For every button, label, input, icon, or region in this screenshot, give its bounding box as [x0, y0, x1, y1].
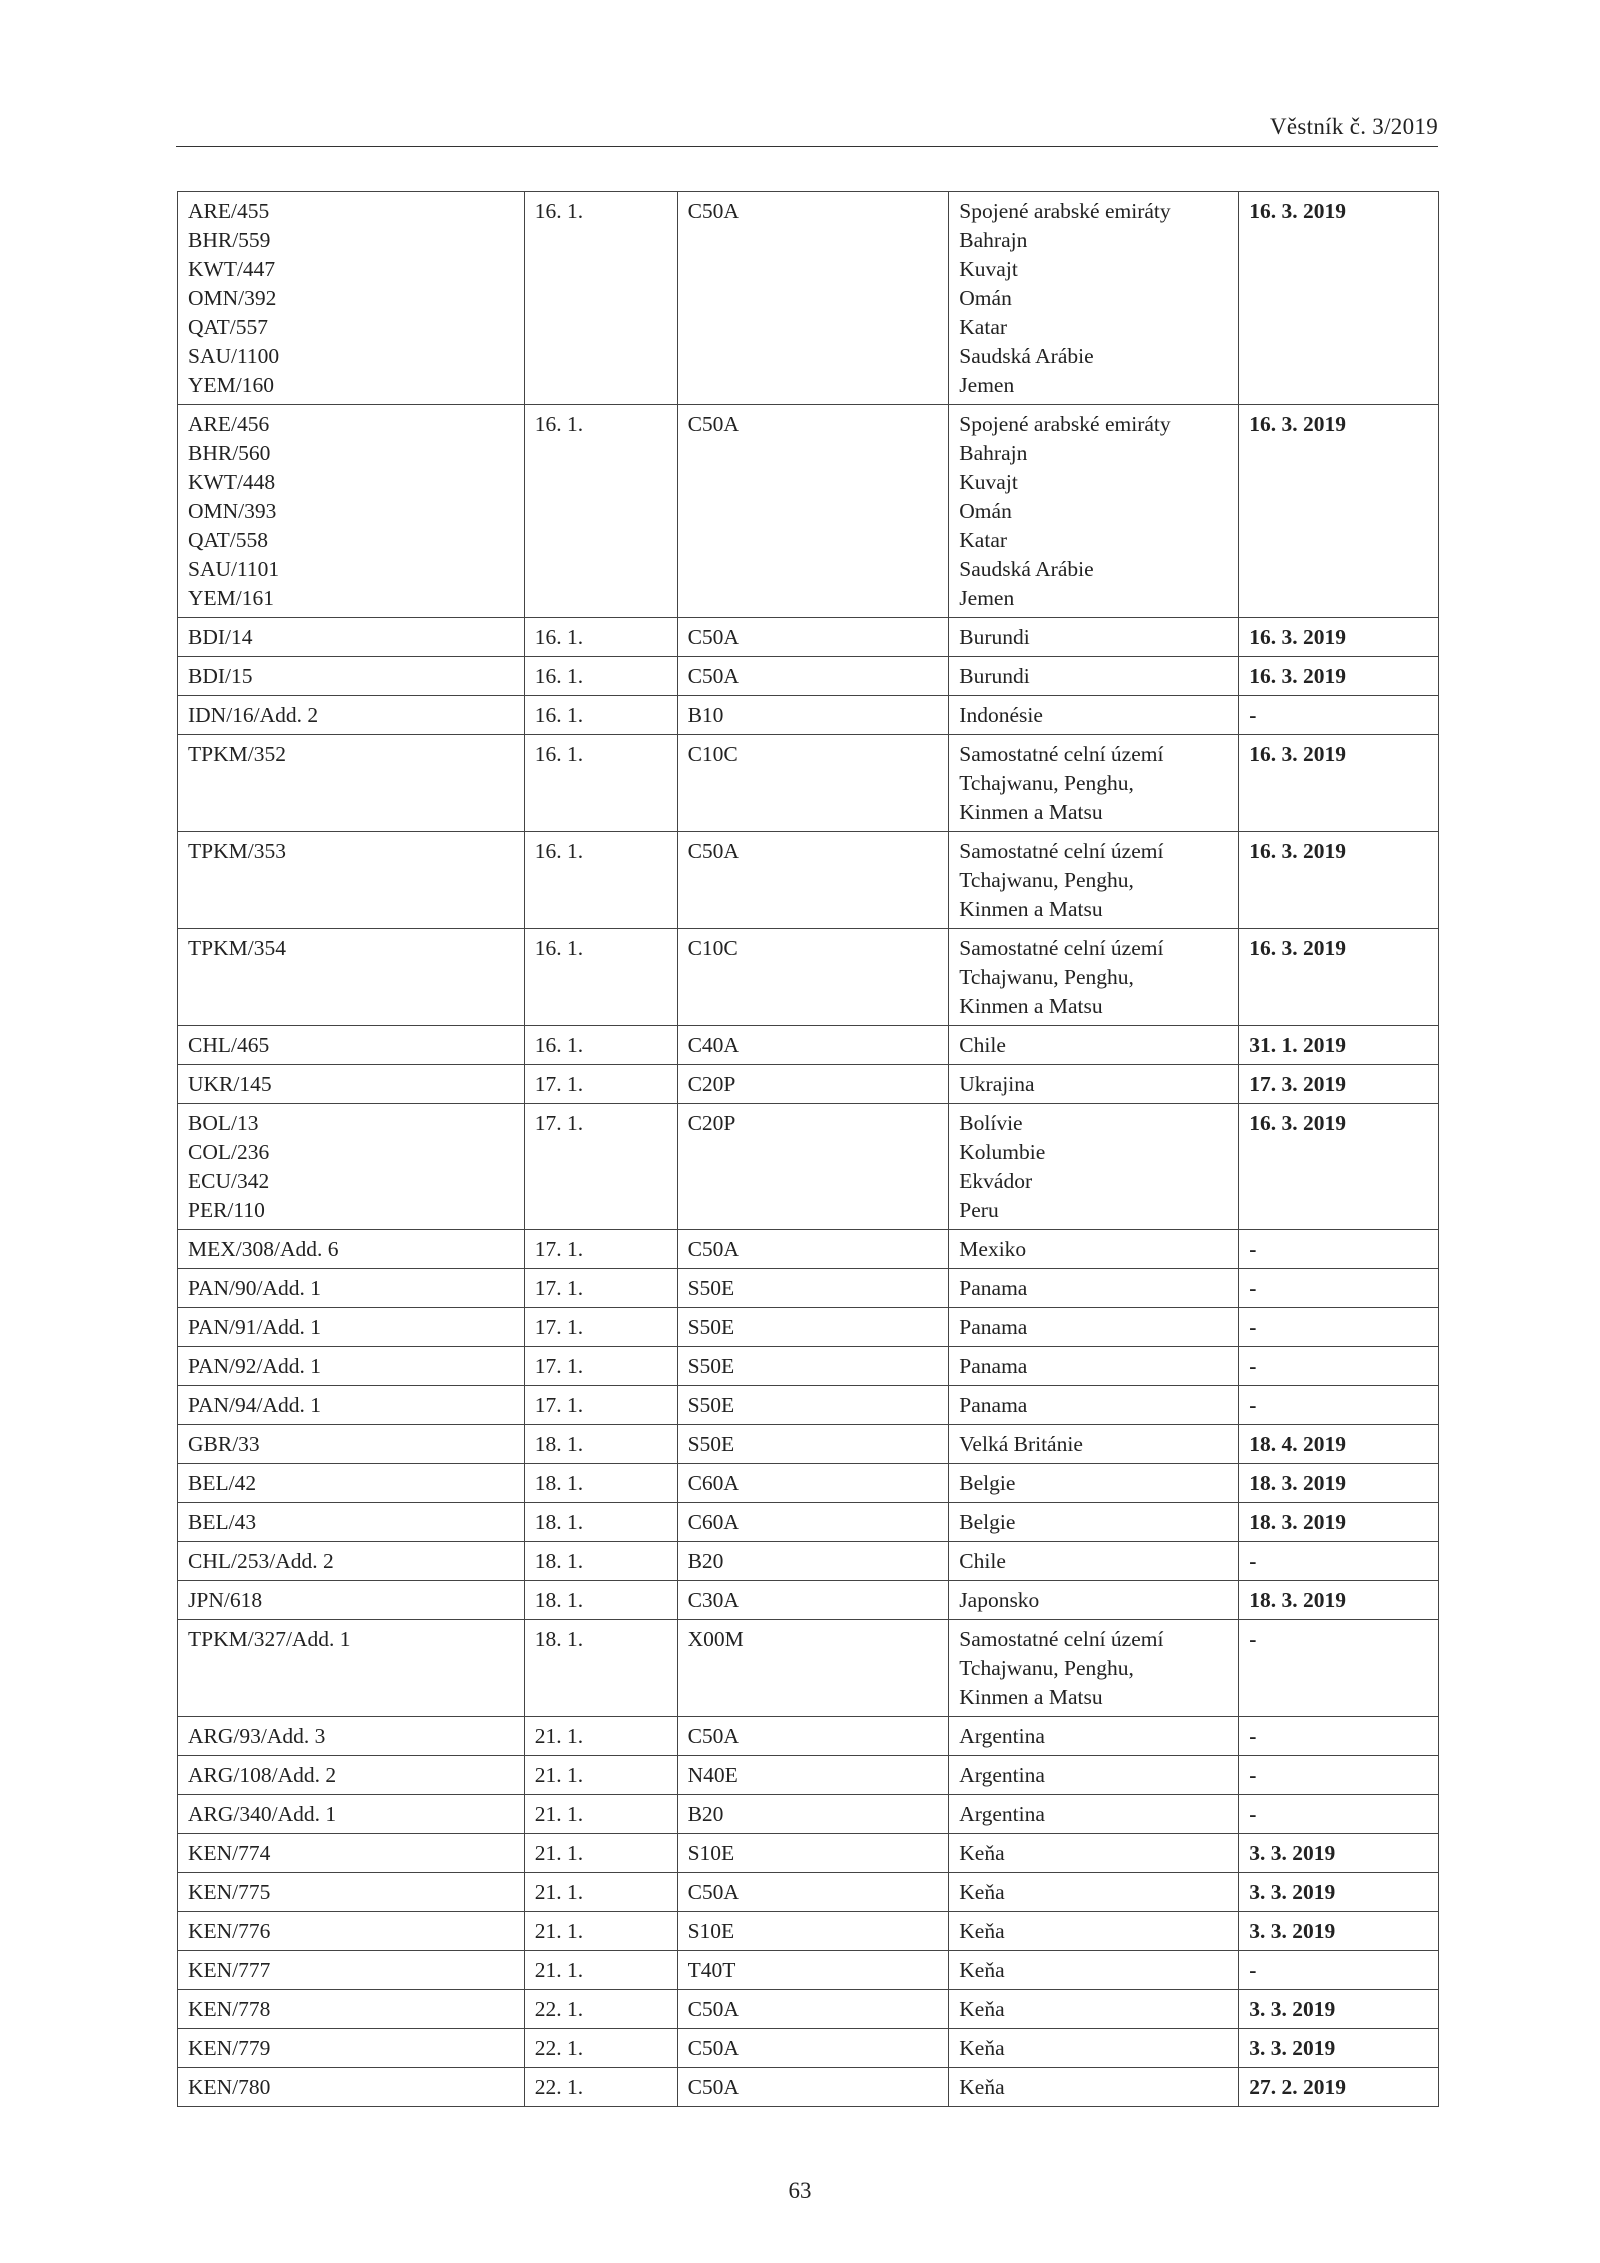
cell-deadline: - [1239, 1269, 1439, 1308]
cell-ics-code: C50A [677, 1230, 949, 1269]
cell-date: 21. 1. [524, 1795, 677, 1834]
cell-country [949, 1347, 1239, 1386]
cell-notification-code-line: ARE/456 [188, 412, 270, 436]
cell-date: 21. 1. [524, 1756, 677, 1795]
cell-country-line: Panama [959, 1354, 1028, 1378]
cell-country-line: Mexiko [959, 1237, 1027, 1261]
cell-country-line: Saudská Arábie [959, 557, 1094, 581]
cell-country-line: Kinmen a Matsu [959, 800, 1103, 824]
cell-notification-code [178, 1717, 525, 1756]
cell-notification-code [178, 1951, 525, 1990]
cell-country [949, 696, 1239, 735]
cell-notification-code [178, 1230, 525, 1269]
cell-country [949, 1990, 1239, 2029]
table-row [178, 1912, 1439, 1951]
cell-country-line: Samostatné celní území [959, 936, 1164, 960]
cell-ics-code: C50A [677, 405, 949, 618]
cell-ics-code: C50A [677, 618, 949, 657]
table-row [178, 1503, 1439, 1542]
cell-ics-code: C10C [677, 735, 949, 832]
cell-country-line: Ekvádor [959, 1169, 1033, 1193]
cell-country-line: Tchajwanu, Penghu, [959, 1656, 1134, 1680]
cell-date: 16. 1. [524, 696, 677, 735]
cell-notification-code-line: TPKM/354 [188, 936, 286, 960]
cell-notification-code [178, 618, 525, 657]
cell-country-line: Spojené arabské emiráty [959, 199, 1171, 223]
cell-country [949, 1425, 1239, 1464]
cell-notification-code-line: PAN/91/Add. 1 [188, 1315, 322, 1339]
cell-country-line: Burundi [959, 625, 1030, 649]
cell-country [949, 192, 1239, 405]
table-row [178, 1834, 1439, 1873]
cell-date: 16. 1. [524, 929, 677, 1026]
cell-notification-code [178, 1873, 525, 1912]
cell-ics-code: C50A [677, 192, 949, 405]
cell-notification-code-line: PAN/90/Add. 1 [188, 1276, 322, 1300]
cell-date: 16. 1. [524, 657, 677, 696]
cell-ics-code: C30A [677, 1581, 949, 1620]
cell-country-line: Peru [959, 1198, 999, 1222]
cell-country-line: Kinmen a Matsu [959, 1685, 1103, 1709]
page-header [176, 112, 1438, 147]
cell-notification-code-line: TPKM/327/Add. 1 [188, 1627, 351, 1651]
table-row [178, 1347, 1439, 1386]
cell-country [949, 2029, 1239, 2068]
cell-ics-code: C10C [677, 929, 949, 1026]
table-row [178, 929, 1439, 1026]
cell-country-line: Argentina [959, 1763, 1045, 1787]
cell-deadline: 18. 3. 2019 [1239, 1581, 1439, 1620]
cell-notification-code-line: OMN/392 [188, 286, 277, 310]
cell-notification-code-line: BEL/43 [188, 1510, 257, 1534]
cell-ics-code: T40T [677, 1951, 949, 1990]
cell-deadline: - [1239, 1717, 1439, 1756]
cell-country [949, 1951, 1239, 1990]
cell-country [949, 929, 1239, 1026]
cell-country-line: Panama [959, 1393, 1028, 1417]
cell-notification-code [178, 1464, 525, 1503]
cell-notification-code [178, 1269, 525, 1308]
cell-ics-code: C50A [677, 1873, 949, 1912]
cell-ics-code: C60A [677, 1464, 949, 1503]
cell-country [949, 657, 1239, 696]
cell-ics-code: S50E [677, 1269, 949, 1308]
table-row [178, 618, 1439, 657]
cell-deadline: 3. 3. 2019 [1239, 1912, 1439, 1951]
cell-date: 21. 1. [524, 1873, 677, 1912]
cell-country [949, 1230, 1239, 1269]
cell-notification-code [178, 1065, 525, 1104]
cell-country-line: Panama [959, 1315, 1028, 1339]
cell-deadline: 31. 1. 2019 [1239, 1026, 1439, 1065]
cell-country [949, 1308, 1239, 1347]
table-row [178, 1717, 1439, 1756]
table-row [178, 1756, 1439, 1795]
cell-country-line: Bahrajn [959, 441, 1028, 465]
cell-country-line: Panama [959, 1276, 1028, 1300]
cell-date: 18. 1. [524, 1425, 677, 1464]
cell-country [949, 1269, 1239, 1308]
cell-notification-code-line: PAN/94/Add. 1 [188, 1393, 322, 1417]
table-row [178, 1269, 1439, 1308]
cell-country-line: Japonsko [959, 1588, 1040, 1612]
cell-country-line: Omán [959, 286, 1012, 310]
cell-deadline: 16. 3. 2019 [1239, 192, 1439, 405]
cell-date: 21. 1. [524, 1912, 677, 1951]
cell-ics-code: S10E [677, 1912, 949, 1951]
cell-notification-code-line: CHL/253/Add. 2 [188, 1549, 334, 1573]
cell-notification-code [178, 832, 525, 929]
cell-notification-code-line: TPKM/353 [188, 839, 286, 863]
cell-country [949, 1464, 1239, 1503]
notification-table [177, 191, 1439, 2107]
cell-ics-code: B20 [677, 1542, 949, 1581]
cell-date: 22. 1. [524, 2068, 677, 2107]
cell-date: 21. 1. [524, 1951, 677, 1990]
table-row [178, 2029, 1439, 2068]
cell-notification-code [178, 657, 525, 696]
cell-country [949, 1756, 1239, 1795]
cell-notification-code [178, 1912, 525, 1951]
cell-date: 17. 1. [524, 1347, 677, 1386]
table-row [178, 1581, 1439, 1620]
cell-ics-code: X00M [677, 1620, 949, 1717]
cell-country-line: Katar [959, 315, 1008, 339]
cell-notification-code-line: GBR/33 [188, 1432, 260, 1456]
table-row [178, 1308, 1439, 1347]
cell-notification-code-line: OMN/393 [188, 499, 277, 523]
table-row [178, 1425, 1439, 1464]
table-row [178, 1873, 1439, 1912]
cell-country [949, 1620, 1239, 1717]
cell-ics-code: S50E [677, 1347, 949, 1386]
cell-country [949, 1912, 1239, 1951]
cell-country [949, 1795, 1239, 1834]
cell-deadline: 16. 3. 2019 [1239, 735, 1439, 832]
cell-ics-code: B10 [677, 696, 949, 735]
table-body [178, 192, 1439, 2107]
cell-notification-code [178, 1503, 525, 1542]
cell-notification-code-line: YEM/161 [188, 586, 274, 610]
cell-date: 17. 1. [524, 1230, 677, 1269]
cell-notification-code [178, 696, 525, 735]
cell-notification-code-line: KEN/775 [188, 1880, 271, 1904]
table-row [178, 1951, 1439, 1990]
cell-country-line: Bahrajn [959, 228, 1028, 252]
table-row [178, 832, 1439, 929]
cell-country-line: Keňa [959, 1958, 1005, 1982]
cell-notification-code-line: PER/110 [188, 1198, 265, 1222]
cell-country [949, 618, 1239, 657]
cell-country [949, 1503, 1239, 1542]
cell-country-line: Indonésie [959, 703, 1043, 727]
cell-notification-code-line: KEN/776 [188, 1919, 271, 1943]
cell-country-line: Chile [959, 1549, 1006, 1573]
cell-deadline: 3. 3. 2019 [1239, 2029, 1439, 2068]
cell-notification-code-line: IDN/16/Add. 2 [188, 703, 319, 727]
cell-deadline: - [1239, 1951, 1439, 1990]
cell-country-line: Kuvajt [959, 257, 1018, 281]
cell-notification-code-line: BHR/559 [188, 228, 271, 252]
table-row [178, 1795, 1439, 1834]
cell-notification-code-line: KEN/777 [188, 1958, 271, 1982]
cell-deadline: 16. 3. 2019 [1239, 929, 1439, 1026]
cell-notification-code-line: UKR/145 [188, 1072, 272, 1096]
cell-date: 16. 1. [524, 192, 677, 405]
cell-country-line: Kinmen a Matsu [959, 994, 1103, 1018]
cell-country [949, 1873, 1239, 1912]
cell-country-line: Samostatné celní území [959, 1627, 1164, 1651]
cell-country-line: Spojené arabské emiráty [959, 412, 1171, 436]
cell-notification-code-line: JPN/618 [188, 1588, 263, 1612]
cell-notification-code-line: ARG/340/Add. 1 [188, 1802, 337, 1826]
cell-notification-code [178, 2029, 525, 2068]
cell-date: 22. 1. [524, 1990, 677, 2029]
cell-country [949, 1065, 1239, 1104]
cell-notification-code [178, 1620, 525, 1717]
cell-ics-code: C60A [677, 1503, 949, 1542]
cell-country-line: Keňa [959, 1919, 1005, 1943]
cell-date: 18. 1. [524, 1464, 677, 1503]
cell-notification-code-line: COL/236 [188, 1140, 270, 1164]
page-number: 63 [788, 2178, 812, 2203]
cell-notification-code-line: ARE/455 [188, 199, 270, 223]
cell-deadline: - [1239, 1542, 1439, 1581]
table-row [178, 1386, 1439, 1425]
cell-ics-code: C40A [677, 1026, 949, 1065]
cell-country-line: Omán [959, 499, 1012, 523]
cell-country [949, 1542, 1239, 1581]
table-row [178, 1065, 1439, 1104]
cell-notification-code [178, 1347, 525, 1386]
cell-country-line: Kuvajt [959, 470, 1018, 494]
cell-ics-code: C50A [677, 2029, 949, 2068]
cell-country-line: Kinmen a Matsu [959, 897, 1103, 921]
cell-notification-code [178, 1834, 525, 1873]
cell-notification-code-line: TPKM/352 [188, 742, 286, 766]
cell-notification-code [178, 735, 525, 832]
table-row [178, 1230, 1439, 1269]
cell-ics-code: C20P [677, 1065, 949, 1104]
table-row [178, 696, 1439, 735]
cell-deadline: 16. 3. 2019 [1239, 657, 1439, 696]
cell-notification-code-line: BEL/42 [188, 1471, 257, 1495]
cell-deadline: 3. 3. 2019 [1239, 1834, 1439, 1873]
cell-notification-code [178, 405, 525, 618]
cell-notification-code-line: KWT/448 [188, 470, 276, 494]
cell-deadline: 17. 3. 2019 [1239, 1065, 1439, 1104]
cell-date: 16. 1. [524, 832, 677, 929]
cell-country-line: Burundi [959, 664, 1030, 688]
cell-ics-code: C50A [677, 832, 949, 929]
cell-notification-code [178, 1386, 525, 1425]
cell-country-line: Samostatné celní území [959, 742, 1164, 766]
table-row [178, 1104, 1439, 1230]
cell-notification-code-line: QAT/558 [188, 528, 269, 552]
cell-deadline: - [1239, 1386, 1439, 1425]
cell-ics-code: C50A [677, 1990, 949, 2029]
cell-ics-code: C50A [677, 2068, 949, 2107]
table-row [178, 1464, 1439, 1503]
cell-country-line: Tchajwanu, Penghu, [959, 965, 1134, 989]
cell-notification-code-line: BDI/14 [188, 625, 253, 649]
cell-date: 17. 1. [524, 1065, 677, 1104]
cell-country-line: Tchajwanu, Penghu, [959, 868, 1134, 892]
cell-notification-code-line: MEX/308/Add. 6 [188, 1237, 339, 1261]
cell-deadline: - [1239, 1756, 1439, 1795]
cell-notification-code-line: KEN/778 [188, 1997, 271, 2021]
cell-notification-code-line: BDI/15 [188, 664, 253, 688]
cell-deadline: 16. 3. 2019 [1239, 618, 1439, 657]
cell-deadline: - [1239, 1795, 1439, 1834]
cell-notification-code-line: KEN/779 [188, 2036, 271, 2060]
cell-notification-code [178, 2068, 525, 2107]
cell-notification-code-line: BOL/13 [188, 1111, 259, 1135]
cell-country [949, 2068, 1239, 2107]
cell-deadline: 3. 3. 2019 [1239, 1990, 1439, 2029]
cell-notification-code [178, 1990, 525, 2029]
cell-country [949, 1834, 1239, 1873]
cell-deadline: 16. 3. 2019 [1239, 832, 1439, 929]
cell-notification-code [178, 1026, 525, 1065]
cell-ics-code: B20 [677, 1795, 949, 1834]
cell-notification-code [178, 1581, 525, 1620]
cell-deadline: 16. 3. 2019 [1239, 1104, 1439, 1230]
cell-country-line: Jemen [959, 586, 1015, 610]
cell-deadline: 3. 3. 2019 [1239, 1873, 1439, 1912]
cell-date: 18. 1. [524, 1542, 677, 1581]
cell-country [949, 405, 1239, 618]
cell-date: 16. 1. [524, 1026, 677, 1065]
cell-country-line: Bolívie [959, 1111, 1023, 1135]
table-row [178, 1990, 1439, 2029]
cell-country [949, 1104, 1239, 1230]
cell-country-line: Katar [959, 528, 1008, 552]
cell-deadline: - [1239, 696, 1439, 735]
cell-date: 17. 1. [524, 1386, 677, 1425]
cell-country-line: Chile [959, 1033, 1006, 1057]
cell-notification-code-line: KWT/447 [188, 257, 276, 281]
cell-deadline: 18. 4. 2019 [1239, 1425, 1439, 1464]
cell-notification-code-line: QAT/557 [188, 315, 269, 339]
cell-ics-code: S50E [677, 1425, 949, 1464]
cell-notification-code-line: KEN/780 [188, 2075, 271, 2099]
cell-country-line: Samostatné celní území [959, 839, 1164, 863]
cell-notification-code [178, 1308, 525, 1347]
cell-country-line: Argentina [959, 1724, 1045, 1748]
cell-date: 18. 1. [524, 1620, 677, 1717]
cell-ics-code: C50A [677, 657, 949, 696]
table-row [178, 2068, 1439, 2107]
cell-deadline: 18. 3. 2019 [1239, 1464, 1439, 1503]
cell-deadline: - [1239, 1308, 1439, 1347]
cell-country-line: Saudská Arábie [959, 344, 1094, 368]
cell-country [949, 1717, 1239, 1756]
cell-country-line: Belgie [959, 1471, 1016, 1495]
cell-notification-code [178, 1425, 525, 1464]
cell-date: 16. 1. [524, 618, 677, 657]
table-row [178, 657, 1439, 696]
cell-date: 16. 1. [524, 735, 677, 832]
cell-notification-code-line: ARG/108/Add. 2 [188, 1763, 337, 1787]
cell-notification-code-line: BHR/560 [188, 441, 271, 465]
table-row [178, 735, 1439, 832]
table-row [178, 1026, 1439, 1065]
cell-country-line: Belgie [959, 1510, 1016, 1534]
cell-country-line: Jemen [959, 373, 1015, 397]
cell-deadline: 18. 3. 2019 [1239, 1503, 1439, 1542]
cell-date: 18. 1. [524, 1581, 677, 1620]
cell-country-line: Keňa [959, 2036, 1005, 2060]
cell-country-line: Kolumbie [959, 1140, 1046, 1164]
cell-country [949, 735, 1239, 832]
cell-notification-code [178, 1795, 525, 1834]
cell-country-line: Keňa [959, 2075, 1005, 2099]
cell-notification-code-line: SAU/1100 [188, 344, 280, 368]
cell-date: 16. 1. [524, 405, 677, 618]
cell-ics-code: C50A [677, 1717, 949, 1756]
cell-deadline: 27. 2. 2019 [1239, 2068, 1439, 2107]
cell-date: 17. 1. [524, 1104, 677, 1230]
cell-country-line: Ukrajina [959, 1072, 1035, 1096]
cell-ics-code: S10E [677, 1834, 949, 1873]
cell-country-line: Keňa [959, 1841, 1005, 1865]
cell-date: 18. 1. [524, 1503, 677, 1542]
cell-notification-code-line: SAU/1101 [188, 557, 280, 581]
cell-notification-code-line: CHL/465 [188, 1033, 270, 1057]
cell-country-line: Tchajwanu, Penghu, [959, 771, 1134, 795]
cell-country-line: Keňa [959, 1880, 1005, 1904]
cell-ics-code: N40E [677, 1756, 949, 1795]
cell-notification-code-line: KEN/774 [188, 1841, 271, 1865]
cell-country-line: Keňa [959, 1997, 1005, 2021]
table-row [178, 405, 1439, 618]
cell-notification-code [178, 192, 525, 405]
cell-date: 17. 1. [524, 1308, 677, 1347]
cell-ics-code: C20P [677, 1104, 949, 1230]
cell-ics-code: S50E [677, 1308, 949, 1347]
cell-notification-code-line: ARG/93/Add. 3 [188, 1724, 326, 1748]
cell-date: 21. 1. [524, 1834, 677, 1873]
cell-notification-code [178, 1104, 525, 1230]
cell-notification-code [178, 929, 525, 1026]
table-row [178, 1542, 1439, 1581]
cell-ics-code: S50E [677, 1386, 949, 1425]
table-row [178, 1620, 1439, 1717]
cell-notification-code-line: PAN/92/Add. 1 [188, 1354, 322, 1378]
cell-country [949, 1581, 1239, 1620]
cell-notification-code-line: ECU/342 [188, 1169, 270, 1193]
header-title: Věstník č. 3/2019 [1270, 114, 1438, 139]
cell-deadline: 16. 3. 2019 [1239, 405, 1439, 618]
cell-deadline: - [1239, 1620, 1439, 1717]
cell-country-line: Velká Británie [959, 1432, 1083, 1456]
cell-country [949, 1386, 1239, 1425]
cell-date: 17. 1. [524, 1269, 677, 1308]
cell-deadline: - [1239, 1230, 1439, 1269]
table-row [178, 192, 1439, 405]
cell-country [949, 1026, 1239, 1065]
cell-notification-code-line: YEM/160 [188, 373, 274, 397]
cell-notification-code [178, 1756, 525, 1795]
cell-date: 22. 1. [524, 2029, 677, 2068]
cell-country-line: Argentina [959, 1802, 1045, 1826]
cell-date: 21. 1. [524, 1717, 677, 1756]
cell-notification-code [178, 1542, 525, 1581]
cell-country [949, 832, 1239, 929]
cell-deadline: - [1239, 1347, 1439, 1386]
